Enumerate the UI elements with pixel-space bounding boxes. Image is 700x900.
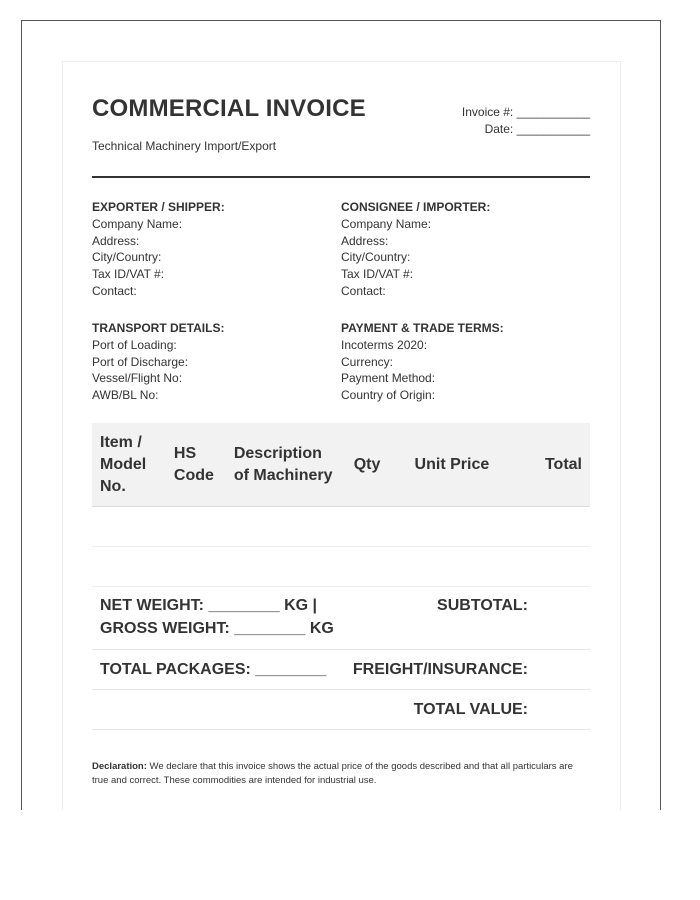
consignee-company-field: Company Name: (341, 216, 432, 231)
net-weight-field: NET WEIGHT: ________ KG | (100, 597, 317, 615)
port-of-loading-field: Port of Loading: (92, 337, 177, 352)
table-row (92, 507, 590, 547)
gross-weight-field: GROSS WEIGHT: ________ KG (100, 620, 334, 638)
consignee-heading: CONSIGNEE / IMPORTER: (341, 200, 491, 214)
payment-method-field: Payment Method: (341, 371, 436, 386)
exporter-tax-field: Tax ID/VAT #: (92, 267, 165, 282)
declaration-text: We declare that this invoice shows the actual price of the goods described and that all particulars are true and correct. These commodities are intended for industrial use. (92, 761, 573, 786)
totals-table (92, 586, 590, 730)
items-table-header (92, 423, 590, 507)
consignee-contact-field: Contact: (341, 283, 386, 298)
exporter-contact-field: Contact: (92, 283, 137, 298)
exporter-section (92, 199, 225, 300)
exporter-heading: EXPORTER / SHIPPER: (92, 200, 225, 214)
col-qty: Qty (346, 423, 407, 507)
payment-section (341, 320, 504, 404)
awb-bl-field: AWB/BL No: (92, 388, 159, 403)
weight-cell (92, 586, 343, 649)
exporter-address-field: Address: (92, 233, 140, 248)
col-item-model: Item / Model No. (92, 423, 166, 507)
port-of-discharge-field: Port of Discharge: (92, 354, 189, 369)
total-packages-field: TOTAL PACKAGES: ________ (92, 649, 343, 689)
packages-freight-row (92, 649, 590, 689)
country-of-origin-field: Country of Origin: (341, 388, 436, 403)
consignee-city-field: City/Country: (341, 250, 411, 265)
col-description: Description of Machinery (226, 423, 346, 507)
header-divider (92, 176, 590, 178)
transport-heading: TRANSPORT DETAILS: (92, 321, 225, 335)
currency-field: Currency: (341, 354, 394, 369)
payment-heading: PAYMENT & TRADE TERMS: (341, 321, 504, 335)
transport-section (92, 320, 224, 404)
total-value-spacer (92, 689, 343, 729)
vessel-flight-field: Vessel/Flight No: (92, 371, 183, 386)
declaration (92, 760, 590, 788)
col-hs-code: HS Code (166, 423, 226, 507)
invoice-date-field: Date: ___________ (484, 122, 590, 136)
items-table (92, 423, 590, 587)
incoterms-field: Incoterms 2020: (341, 337, 428, 352)
total-value-row (92, 689, 590, 729)
consignee-section (341, 199, 490, 300)
table-row (92, 547, 590, 587)
invoice-title: COMMERCIAL INVOICE (92, 95, 366, 122)
invoice-meta (462, 104, 590, 138)
consignee-tax-field: Tax ID/VAT #: (341, 267, 414, 282)
consignee-address-field: Address: (341, 233, 389, 248)
exporter-city-field: City/Country: (92, 250, 162, 265)
weight-subtotal-row (92, 586, 590, 649)
total-value-label: TOTAL VALUE: (343, 689, 590, 729)
invoice-subtitle: Technical Machinery Import/Export (92, 139, 277, 153)
col-total: Total (537, 423, 590, 507)
freight-insurance-label: FREIGHT/INSURANCE: (343, 649, 590, 689)
declaration-label: Declaration: (92, 761, 147, 772)
invoice-number-field: Invoice #: ___________ (461, 105, 590, 119)
exporter-company-field: Company Name: (92, 216, 183, 231)
col-unit-price: Unit Price (407, 423, 537, 507)
subtotal-label: SUBTOTAL: (343, 586, 590, 649)
